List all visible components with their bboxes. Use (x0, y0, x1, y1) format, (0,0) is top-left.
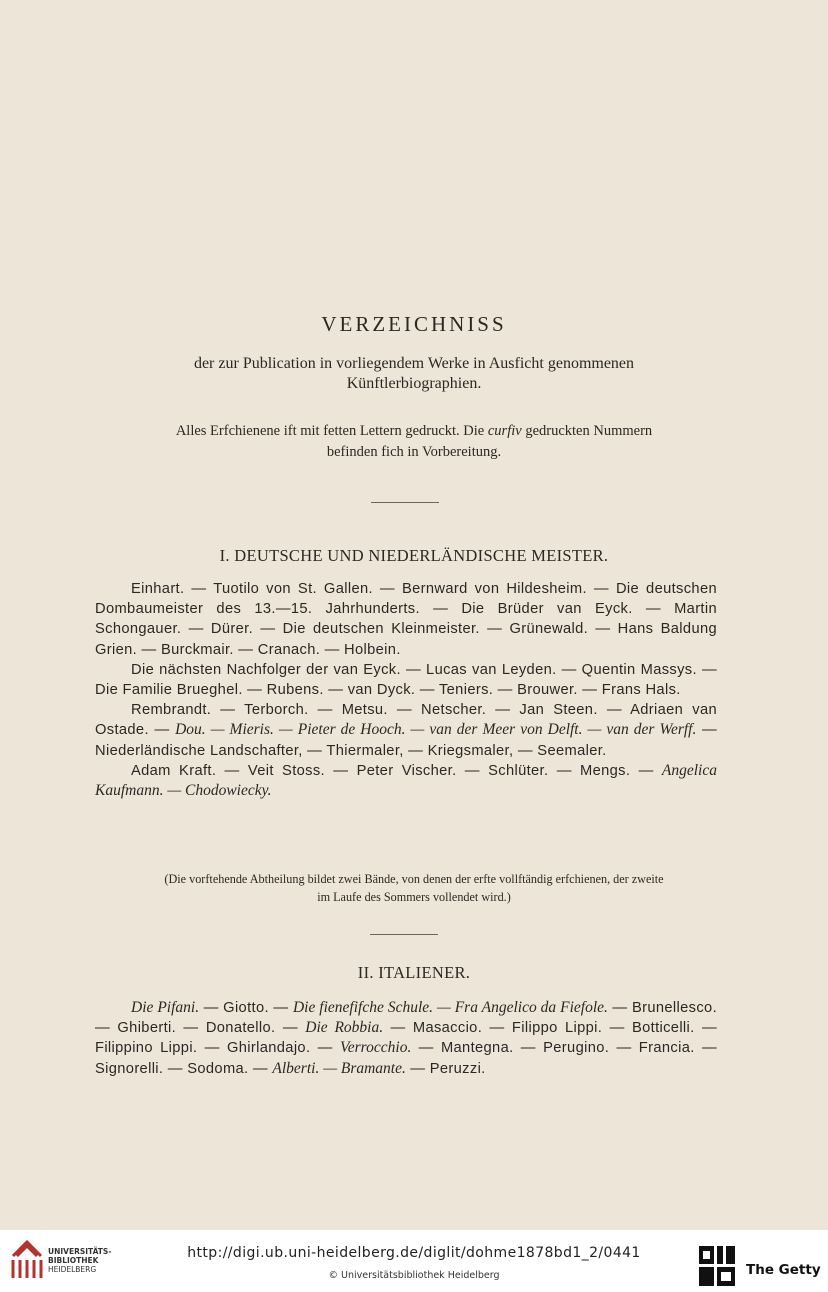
getty-logo-icon (697, 1244, 737, 1288)
university-library-name: UNIVERSITÄTS- BIBLIOTHEK HEIDELBERG (48, 1247, 112, 1274)
section-heading-german-dutch: I. DEUTSCHE UND NIEDERLÄNDISCHE MEISTER. (219, 546, 609, 565)
remark-line-2: im Laufe des Sommers vollendet wird.) (317, 890, 511, 904)
divider-rule (371, 502, 439, 503)
section-heading-italian: II. ITALIENER. (357, 963, 471, 982)
divider-rule (370, 934, 438, 935)
paragraph: Die nächsten Nachfolger der van Eyck. — Lucas van Leyden. — Quentin Massys. — Die Familie Brueghel. — Rubens. — van Dyck. — Teniers. — Brouwer. — Frans Hals. (95, 661, 717, 699)
permalink-url[interactable]: http://digi.ub.uni-heidelberg.de/diglit/dohme1878bd1_2/0441 (187, 1245, 641, 1261)
remark-line-1: (Die vorftehende Abtheilung bildet zwei Bände, von denen der erfte vollftändig erfchienen, der zweite (164, 872, 664, 886)
copyright-notice: © Universitätsbibliothek Heidelberg (328, 1270, 500, 1281)
section-body-german-dutch (95, 579, 717, 801)
subtitle-line-1: der zur Publication in vorliegendem Werke in Ausficht genommenen (193, 355, 635, 372)
note-line-2: befinden fich in Vorbereitung. (326, 444, 502, 460)
footer-bar (0, 1230, 828, 1292)
paragraph: Rembrandt. — Terborch. — Metsu. — Netscher. — Jan Steen. — Adriaen van Ostade. — Dou. — Mieris. — Pieter de Hooch. — van der Meer von Delft. — van der Werff. — Niederländische Landschafter, — Thiermaler, — Kriegsmaler, — Seemaler. (95, 702, 717, 759)
note-line-1: Alles Erfchienene ift mit fetten Lettern gedruckt. Die curfiv gedruckten Nummern (175, 423, 653, 439)
page-title: VERZEICHNISS (321, 312, 507, 336)
subtitle-line-2: Künftlerbiographien. (346, 375, 482, 392)
partner-name: The Getty (746, 1262, 821, 1278)
section-body-italian (95, 998, 717, 1079)
paragraph: Die Pifani. — Giotto. — Die fienefifche Schule. — Fra Angelico da Fiefole. — Brunellesco. — Ghiberti. — Donatello. — Die Robbia. — Masaccio. — Filippo Lippi. — Botticelli. — Filippino Lippi. — Ghirlandajo. — Verrocchio. — Mantegna. — Perugino. — Francia. — Signorelli. — Sodoma. — Alberti. — Bramante. — Peruzzi. (95, 999, 717, 1077)
paragraph: Einhart. — Tuotilo von St. Gallen. — Bernward von Hildesheim. — Die deutschen Dombaumeister des 13.—15. Jahrhunderts. — Die Brüder van Eyck. — Martin Schongauer. — Dürer. — Die deutschen Kleinmeister. — Grünewald. — Hans Baldung Grien. — Burckmair. — Cranach. — Holbein. (95, 581, 717, 658)
paragraph: Adam Kraft. — Veit Stoss. — Peter Vischer. — Schlüter. — Mengs. — Angelica Kaufmann. — Chodowiecky. (95, 761, 717, 800)
